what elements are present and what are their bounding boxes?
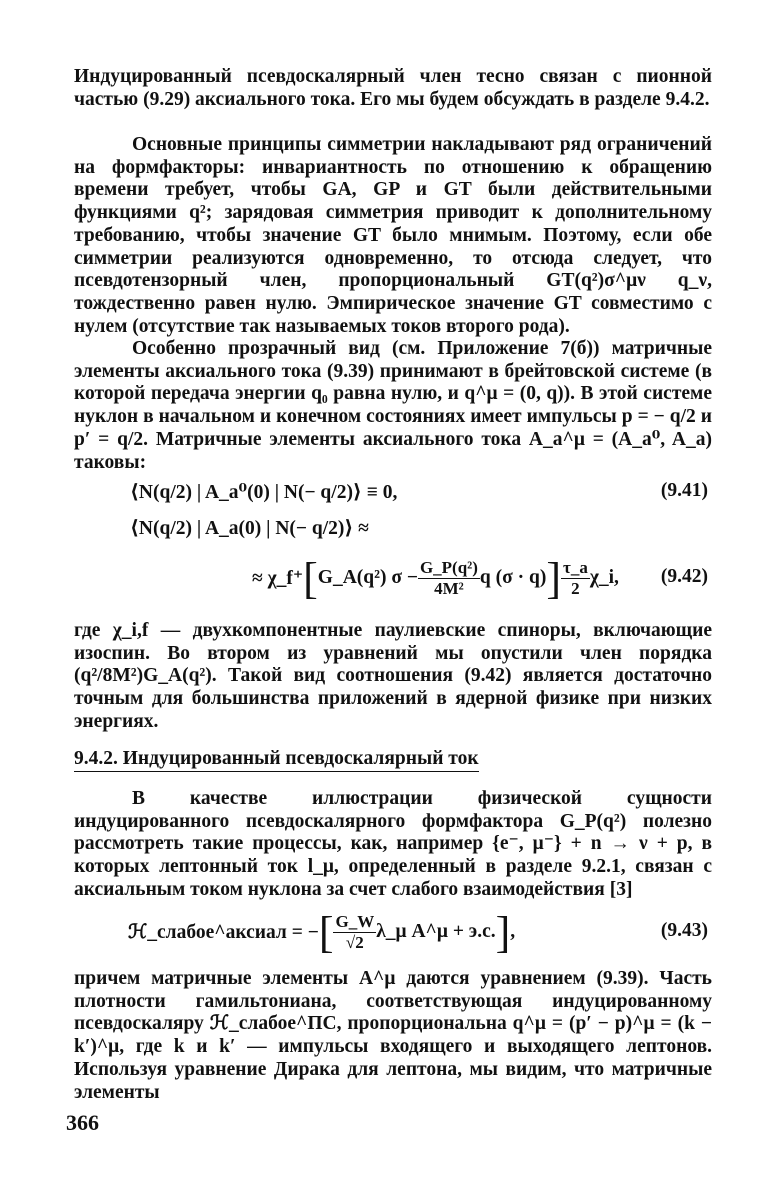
eq-943-fraction-denominator: √2 bbox=[345, 932, 364, 952]
eq-942-chi-i: χ_i, bbox=[589, 567, 619, 588]
page-number: 366 bbox=[66, 1110, 99, 1135]
equation-number-9-42: (9.42) bbox=[660, 566, 708, 587]
eq-942-fraction bbox=[418, 558, 480, 599]
eq-942-tau-denominator: 2 bbox=[571, 578, 580, 598]
equation-9-43 bbox=[128, 904, 515, 960]
eq-942-body-b: q (σ · q) bbox=[479, 567, 547, 588]
equation-9-42-line-1: ⟨N(q/2) | A_a(0) | N(− q/2)⟩ ≈ bbox=[130, 518, 369, 539]
paragraph-2: Основные принципы симметрии накладывают ряд ограничений на формфакторы: инвариантность по отношению к обращению времени требует, чтобы GA, GP и GT были действительными функциями q²; зарядовая симметрия приводит к дополнительному требованию, чтобы значение GT было мнимым. Поэтому, если обе симметрии реализуются одновременно, то отсюда следует, что псевдотензорный член, пропорциональный GT(q²)σ^μν q_ν, тождественно равен нулю. Эмпирическое значение GT совместимо с нулем (отсутствие так называемых токов второго рода). bbox=[74, 134, 712, 337]
eq-943-body: λ_μ A^μ + э.с. bbox=[376, 921, 496, 942]
section-heading: 9.4.2. Индуцированный псевдоскалярный ток bbox=[74, 748, 479, 772]
eq-943-lhs: ℋ_слабое^аксиал = − bbox=[128, 922, 319, 943]
eq-942-tau-fraction bbox=[561, 558, 590, 599]
equation-number-9-41: (9.41) bbox=[660, 480, 708, 501]
right-bracket: ] bbox=[546, 553, 561, 603]
paragraph-4: где χ_i,f — двухкомпонентные паулиевские спиноры, включающие изоспин. Во втором из уравнений мы опустили член порядка (q²/8M²)G_A(q²). Такой вид соотношения (9.42) является достаточно точным для большинства приложений в ядерной физике при низких энергиях. bbox=[74, 620, 712, 732]
eq-942-chi-f: ≈ χ_f⁺ bbox=[252, 568, 304, 589]
eq-942-tau-numerator: τ_a bbox=[563, 557, 588, 577]
eq-942-body-a: G_A(q²) σ − bbox=[317, 567, 418, 588]
equation-number-9-43: (9.43) bbox=[660, 920, 708, 941]
eq-942-fraction-denominator: 4M² bbox=[434, 578, 464, 598]
equation-9-42-line-2 bbox=[252, 546, 619, 610]
paragraph-5: В качестве иллюстрации физической сущности индуцированного псевдоскалярного формфактора G_P(q²) полезно рассмотреть такие процессы, как, например {e⁻, μ⁻} + n → ν + p, в которых лептонный ток l_μ, определенный в разделе 9.2.1, связан с аксиальным током нуклона за счет слабого взаимодействия [3] bbox=[74, 788, 712, 900]
equation-9-41: ⟨N(q/2) | A_a⁰(0) | N(− q/2)⟩ ≡ 0, bbox=[130, 482, 398, 503]
right-bracket: ] bbox=[495, 907, 511, 957]
paragraph-3: Особенно прозрачный вид (см. Приложение 7(б)) матричные элементы аксиального тока (9.39) принимают в брейтовской системе (в которой передача энергии q₀ равна нулю, и q^μ = (0, q)). В этой системе нуклон в начальном и конечном состояниях имеет импульсы p = − q/2 и p′ = q/2. Матричные элементы аксиального тока A_a^μ = (A_a⁰, A_a) таковы: bbox=[74, 338, 712, 473]
paragraph-1: Индуцированный псевдоскалярный член тесно связан с пионной частью (9.29) аксиального тока. Его мы будем обсуждать в разделе 9.4.2. bbox=[74, 66, 712, 110]
eq-942-fraction-numerator: G_P(q²) bbox=[419, 557, 478, 577]
eq-943-fraction bbox=[333, 912, 376, 953]
eq-943-fraction-numerator: G_W bbox=[335, 911, 375, 931]
left-bracket: [ bbox=[318, 907, 334, 957]
left-bracket: [ bbox=[303, 553, 318, 603]
paragraph-6: причем матричные элементы A^μ даются уравнением (9.39). Часть плотности гамильтониана, соответствующая индуцированному псевдоскаляру ℋ_слабое^ПС, пропорциональна q^μ = (p′ − p)^μ = (k − k′)^μ, где k и k′ — импульсы входящего и выходящего лептонов. Используя уравнение Дирака для лептона, мы видим, что матричные элементы bbox=[74, 968, 712, 1103]
eq-943-comma: , bbox=[510, 921, 516, 942]
